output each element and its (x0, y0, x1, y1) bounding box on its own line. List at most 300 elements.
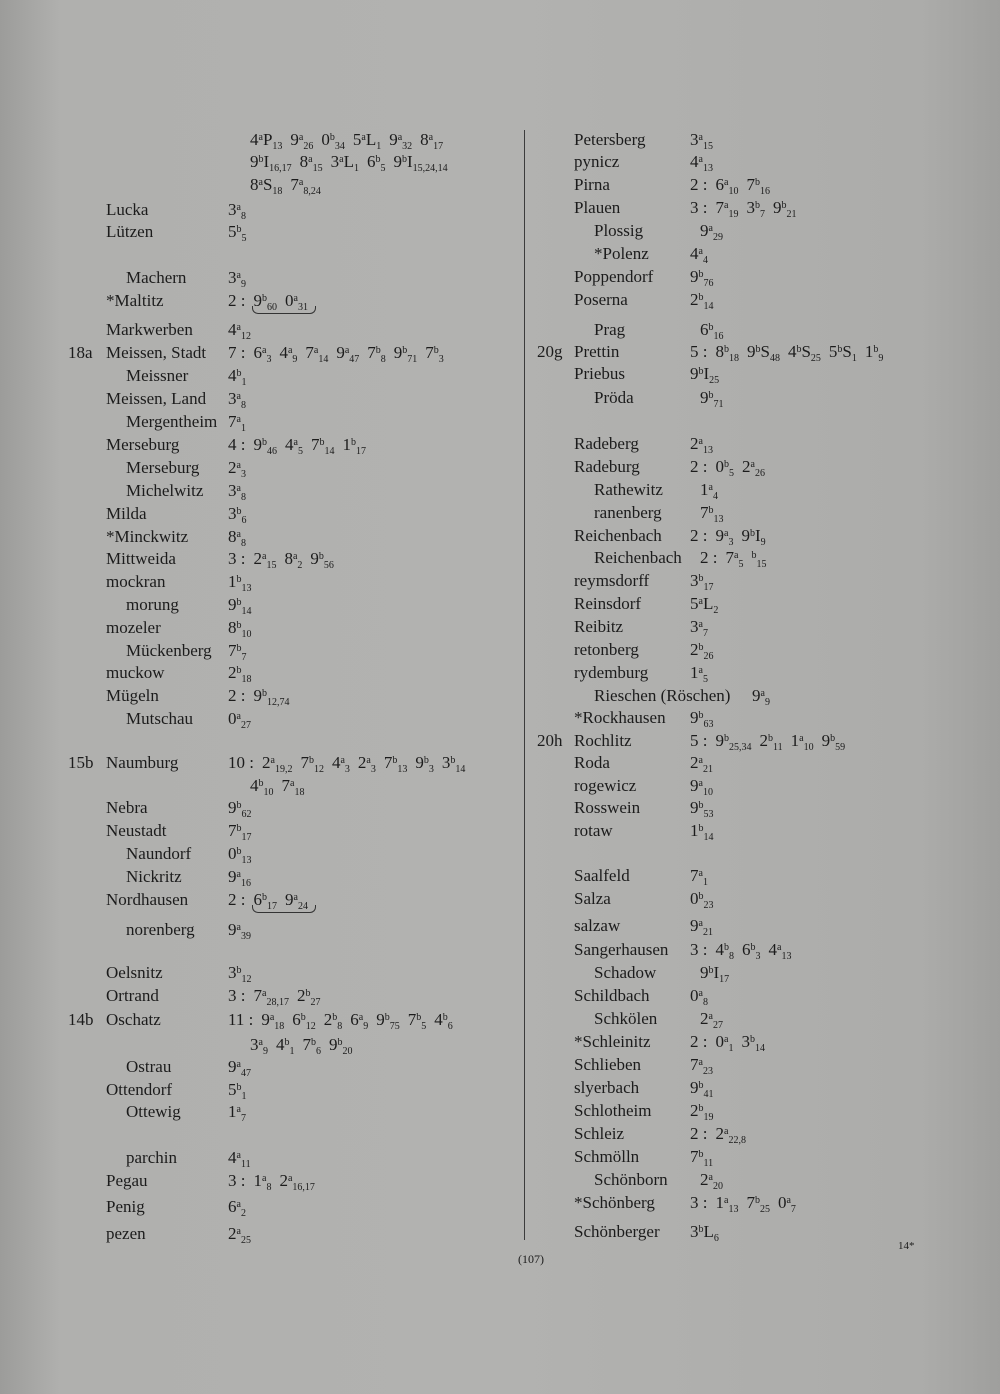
entry-codes (690, 175, 778, 195)
entry-codes (228, 709, 259, 729)
entry-place-name: Pegau (106, 1171, 148, 1190)
entry-place-name: Schlotheim (574, 1101, 652, 1120)
entry-code: $9^b_{14}$ (228, 595, 252, 617)
entry-codes (228, 412, 254, 432)
entry-code: $7^b_{11}$ (690, 1147, 714, 1169)
entry-code: $3^a_8$ (228, 200, 246, 222)
entry-place-name: Petersberg (574, 130, 646, 149)
entry-codes (700, 480, 726, 500)
entry-place-name: retonberg (574, 640, 639, 659)
entry-place-name: norenberg (126, 920, 195, 939)
entry-codes (690, 986, 716, 1006)
entry-place-name: Poserna (574, 290, 628, 309)
column-divider (524, 130, 525, 1240)
entry-codes (690, 1147, 721, 1167)
entry-code: $3^b_{14}$ (741, 1032, 765, 1054)
entry-code: $2^a_3$ (228, 458, 246, 480)
entry-code: $6^b_3$ (741, 940, 761, 962)
entry-code: $9^a_{16}$ (228, 867, 251, 889)
entry-code: $9^b_{56}$ (310, 549, 334, 571)
entry-section-tag: 20g (537, 342, 563, 361)
entry-codes (228, 1197, 254, 1217)
entry-code: 3 : (228, 1171, 246, 1190)
entry-place-name: Schönborn (594, 1170, 668, 1189)
entry-code: $4^aP_{13}$ (250, 130, 283, 152)
entry-code: $7^b_3$ (425, 343, 444, 365)
entry-code: $8^b_{18}$ (715, 342, 739, 364)
entry-place-name: Michelwitz (126, 481, 204, 500)
entry-codes (700, 503, 732, 523)
entry-codes (690, 1124, 754, 1144)
entry-code: $7^b_{25}$ (746, 1193, 770, 1215)
entry-place-name: Nordhausen (106, 890, 189, 909)
entry-code: $0^b_5$ (715, 457, 734, 479)
entry-code: $4^a_{12}$ (228, 320, 251, 342)
brace-nordhausen (252, 905, 316, 913)
entry-code: $9^b_{53}$ (690, 798, 714, 820)
entry-codes (690, 244, 716, 264)
entry-code: $6^a_2$ (228, 1197, 246, 1219)
entry-code: $9^bI_{25}$ (690, 364, 720, 386)
entry-code: $7^a_1$ (690, 866, 708, 888)
entry-code: $2^a_{22,8}$ (715, 1124, 746, 1146)
entry-code: $9^a_{47}$ (228, 1057, 251, 1079)
entry-place-name: Plauen (574, 198, 621, 217)
entry-code: $3^a_{15}$ (690, 130, 713, 152)
entry-code: $4^b_{10}$ (250, 776, 274, 798)
entry-code: 3 : (228, 549, 246, 568)
entry-code: $0^a_{31}$ (284, 291, 308, 313)
entry-code: $2^b_{26}$ (690, 640, 714, 662)
entry-code: $7^b_8$ (367, 343, 386, 365)
entry-code: $8^a_{17}$ (420, 130, 444, 152)
entry-codes (690, 434, 721, 454)
entry-code: $4^bS_{25}$ (787, 342, 821, 364)
entry-code: 2 : (228, 686, 246, 705)
entry-code: $0^a_7$ (777, 1193, 796, 1215)
entry-code: $2^a_{19,2}$ (261, 753, 293, 775)
entry-codes (228, 389, 254, 409)
entry-place-name: muckow (106, 663, 165, 682)
entry-codes (690, 640, 722, 660)
entry-place-name: Ottewig (126, 1102, 181, 1121)
entry-code: $6^a_9$ (350, 1010, 369, 1032)
entry-code: $9^b_{75}$ (376, 1010, 400, 1032)
entry-place-name: Ostrau (126, 1057, 172, 1076)
entry-code: $2^a_{21}$ (690, 753, 713, 775)
entry-codes (228, 268, 254, 288)
entry-code: $9^a_{47}$ (336, 343, 360, 365)
entry-code: $0^a_8$ (690, 986, 708, 1008)
entry-code: $9^b_{25,34}$ (715, 731, 752, 753)
entry-codes (690, 889, 722, 909)
entry-code: $7^a_{23}$ (690, 1055, 713, 1077)
entry-code: 3 : (690, 1193, 708, 1212)
entry-codes (690, 267, 722, 287)
entry-codes (228, 1148, 259, 1168)
entry-code: 11 : (228, 1010, 254, 1029)
entry-codes (228, 986, 328, 1006)
entry-codes (228, 641, 255, 661)
entry-codes (228, 1171, 323, 1191)
entry-place-name: Plossig (594, 221, 644, 240)
entry-code: $2^b_{19}$ (690, 1101, 714, 1123)
entry-code: $3^aL_1$ (330, 152, 359, 174)
entry-code: $7^b_{12}$ (300, 753, 324, 775)
entry-place-name: salzaw (574, 916, 621, 935)
entry-codes (690, 753, 721, 773)
entry-codes (690, 1032, 773, 1052)
entry-place-name: Saalfeld (574, 866, 630, 885)
entry-code: $1^b_{13}$ (228, 572, 252, 594)
entry-code: $9^a_{18}$ (261, 1010, 285, 1032)
entry-codes (228, 572, 260, 592)
entry-codes (690, 617, 716, 637)
entry-place-name: Reinsdorf (574, 594, 642, 613)
entry-codes (700, 388, 732, 408)
entry-codes (228, 481, 254, 501)
entry-place-name: Rosswein (574, 798, 641, 817)
entry-code: $1^a_7$ (228, 1102, 246, 1124)
entry-code: $6^b_5$ (366, 152, 386, 174)
entry-code: $9^b_{46}$ (253, 435, 277, 457)
entry-place-name: Mügeln (106, 686, 159, 705)
entry-code: $6^b_{16}$ (700, 320, 724, 342)
entry-section-tag: 15b (68, 753, 94, 772)
entry-place-name: *Rockhausen (574, 708, 666, 727)
entry-code: $1^a_8$ (253, 1171, 272, 1193)
entry-codes (700, 1170, 731, 1190)
entry-section-tag: 18a (68, 343, 93, 362)
entry-code: $9^a_{32}$ (389, 130, 413, 152)
brace-maltitz (252, 306, 316, 314)
entry-place-name: Meissen, Stadt (106, 343, 207, 362)
entry-code: $3^b_6$ (228, 504, 247, 526)
entry-place-name: Schlieben (574, 1055, 642, 1074)
entry-place-name: *Maltitz (106, 291, 164, 310)
entry-codes (228, 595, 260, 615)
entry-codes (690, 152, 721, 172)
entry-code: $7^b_{13}$ (700, 503, 724, 525)
entry-code: $7^a_{8,24}$ (290, 175, 321, 197)
entry-codes (690, 866, 716, 886)
entry-code: $2^a_{25}$ (228, 1224, 251, 1246)
entry-code: $5^b_5$ (228, 222, 247, 244)
entry-code: $6^a_3$ (253, 343, 272, 365)
entry-section-tag: 20h (537, 731, 563, 750)
entry-code: $9^b_{60}$ (253, 291, 277, 313)
entry-code: $3^bL_6$ (690, 1222, 719, 1244)
entry-code: $9^b_{62}$ (228, 798, 252, 820)
entry-place-name: Milda (106, 504, 147, 523)
entry-code: $0^b_{23}$ (690, 889, 714, 911)
entry-place-name: Pirna (574, 175, 610, 194)
entry-code: $4^a_3$ (331, 753, 350, 775)
entry-place-name: Schleiz (574, 1124, 625, 1143)
entry-code: $8^a_8$ (228, 527, 246, 549)
entry-code: $7^b_6$ (302, 1035, 321, 1057)
entry-place-name: Schildbach (574, 986, 650, 1005)
entry-place-name: Lützen (106, 222, 154, 241)
entry-codes (700, 221, 731, 241)
entry-code: 4 : (228, 435, 246, 454)
entry-codes (690, 457, 773, 477)
entry-code: $7^a_{18}$ (281, 776, 305, 798)
entry-section-tag: 14b (68, 1010, 94, 1029)
entry-codes (228, 343, 452, 363)
entry-code: $9^a_{39}$ (228, 920, 251, 942)
entry-code: 3 : (690, 940, 708, 959)
entry-code: $9^b_{12,74}$ (253, 686, 290, 708)
entry-code: $3^a_9$ (228, 268, 246, 290)
entry-code: $8^aS_{18}$ (250, 175, 283, 197)
entry-codes (690, 663, 716, 683)
entry-code: $3^b_{17}$ (690, 571, 714, 593)
entry-codes (228, 963, 260, 983)
entry-place-name: Reichenbach (594, 548, 682, 567)
entry-place-name: rydemburg (574, 663, 649, 682)
entry-code: $2^a_3$ (357, 753, 376, 775)
entry-code: $1^a_{13}$ (715, 1193, 739, 1215)
entry-place-name: Schadow (594, 963, 657, 982)
entry-place-name: Meissner (126, 366, 189, 385)
entry-code: $2^a_{13}$ (690, 434, 713, 456)
entry-code: $9^b_3$ (415, 753, 434, 775)
entry-place-name: Mutschau (126, 709, 194, 728)
entry-place-name: morung (126, 595, 179, 614)
entry-code: $9^b_{41}$ (690, 1078, 714, 1100)
entry-code: $9^a_{24}$ (284, 890, 308, 912)
entry-code: $3^b_7$ (746, 198, 765, 220)
entry-code: $9^b_{20}$ (328, 1035, 353, 1057)
entry-place-name: Naundorf (126, 844, 192, 863)
entry-place-name: Mittweida (106, 549, 176, 568)
entry-codes (700, 1009, 731, 1029)
entry-codes (690, 1101, 722, 1121)
entry-code: $1^a_4$ (700, 480, 718, 502)
entry-code: $2^b_8$ (323, 1010, 343, 1032)
entry-code: $9^bI_{16,17}$ (250, 152, 292, 174)
entry-place-name: Markwerben (106, 320, 193, 339)
entry-place-name: Oelsnitz (106, 963, 163, 982)
entry-code: $2^a_{16,17}$ (279, 1171, 315, 1193)
entry-codes (228, 753, 473, 773)
entry-place-name: Salza (574, 889, 611, 908)
entry-codes (228, 920, 259, 940)
entry-place-name: Rathewitz (594, 480, 663, 499)
entry-place-name: mockran (106, 572, 166, 591)
entry-place-name: Priebus (574, 364, 625, 383)
entry-code: 2 : (228, 890, 246, 909)
entry-code: 2 : (690, 1124, 708, 1143)
entry-codes (700, 963, 737, 983)
signature-mark: 14* (898, 1240, 915, 1252)
entry-code: $5^b_1$ (228, 1080, 247, 1102)
entry-place-name: *Schleinitz (574, 1032, 651, 1051)
entry-code: $4^a_{13}$ (690, 152, 713, 174)
entry-code: $4^a_9$ (279, 343, 298, 365)
entry-place-name: Merseburg (126, 458, 200, 477)
entry-code: $4^a_{11}$ (228, 1148, 251, 1170)
entry-code: $9^a_3$ (715, 526, 734, 548)
entry-code: $1^a_5$ (690, 663, 708, 685)
entry-code: $9^bI_9$ (741, 526, 766, 548)
entry-code: $0^a_1$ (715, 1032, 734, 1054)
entry-code: 2 : (700, 548, 718, 567)
entry-code: $9^a_{26}$ (290, 130, 314, 152)
entry-codes (228, 504, 255, 524)
entry-code: $7^b_5$ (407, 1010, 427, 1032)
entry-place-name: Radeberg (574, 434, 639, 453)
entry-code: $9^b_{76}$ (690, 267, 714, 289)
entry-code: $0^b_{13}$ (228, 844, 252, 866)
entry-place-name: pynicz (574, 152, 620, 171)
entry-codes (752, 686, 778, 706)
entry-code: $9^a_{29}$ (700, 221, 723, 243)
entry-code: $2^b_{14}$ (690, 290, 714, 312)
entry-code: $2^a_{27}$ (700, 1009, 723, 1031)
entry-codes (250, 175, 329, 195)
entry-code: $4^b_6$ (434, 1010, 453, 1032)
entry-code: $7^a_5$ (725, 548, 744, 570)
entry-codes (228, 821, 260, 841)
entry-code: $2^b_{27}$ (296, 986, 321, 1008)
entry-code: $9^bI_{17}$ (700, 963, 730, 985)
entry-code: $4^b_1$ (275, 1035, 295, 1057)
entry-place-name: Radeburg (574, 457, 640, 476)
entry-code: $8^a_2$ (284, 549, 303, 571)
entry-codes (690, 916, 721, 936)
entry-place-name: Schmölln (574, 1147, 640, 1166)
entry-codes (228, 435, 374, 455)
entry-codes (250, 776, 312, 796)
entry-code: $4^a_4$ (690, 244, 708, 266)
entry-place-name: Poppendorf (574, 267, 654, 286)
entry-place-name: Rieschen (Röschen) (594, 686, 731, 705)
entry-codes (228, 549, 342, 569)
entry-place-name: Prettin (574, 342, 620, 361)
entry-codes (228, 686, 297, 706)
entry-code: $3^b_{14}$ (441, 753, 466, 775)
entry-code: 3 : (690, 198, 708, 217)
entry-place-name: Mergentheim (126, 412, 218, 431)
entry-code: $6^b_{17}$ (253, 890, 277, 912)
entry-codes (228, 1010, 461, 1030)
entry-codes (690, 594, 726, 614)
entry-code: $7^b_{13}$ (383, 753, 408, 775)
entry-place-name: Neustadt (106, 821, 167, 840)
entry-place-name: Merseburg (106, 435, 180, 454)
entry-codes (690, 708, 722, 728)
entry-place-name: rogewicz (574, 776, 637, 795)
entry-code: $6^b_{12}$ (292, 1010, 316, 1032)
entry-codes (690, 571, 722, 591)
entry-code: $5^aL_1$ (352, 130, 382, 152)
entry-codes (690, 1222, 727, 1242)
entry-code: $7^a_1$ (228, 412, 246, 434)
entry-place-name: Oschatz (106, 1010, 161, 1029)
entry-code: $1^b_{17}$ (342, 435, 366, 457)
entry-codes (690, 731, 853, 751)
entry-codes (700, 548, 774, 568)
entry-code: $0^a_{27}$ (228, 709, 251, 731)
entry-code: $4^a_{13}$ (768, 940, 792, 962)
entry-code: $7^b_{14}$ (310, 435, 335, 457)
entry-place-name: Nebra (106, 798, 148, 817)
entry-code: $5^aL_2$ (690, 594, 719, 616)
entry-place-name: Machern (126, 268, 187, 287)
entry-code: $0^b_{34}$ (321, 130, 345, 152)
entry-codes (250, 1035, 360, 1055)
entry-place-name: Ortrand (106, 986, 159, 1005)
entry-code: 2 : (690, 1032, 708, 1051)
entry-place-name: Naumburg (106, 753, 179, 772)
entry-code: $7^b_{16}$ (746, 175, 770, 197)
entry-code: $9^b_{71}$ (393, 343, 418, 365)
entry-place-name: ranenberg (594, 503, 662, 522)
entry-code: $9^bI_{15,24,14}$ (393, 152, 448, 174)
entry-code: $9^b_{71}$ (700, 388, 724, 410)
entry-code: $7^b_7$ (228, 641, 247, 663)
entry-code: $4^b_8$ (715, 940, 734, 962)
entry-place-name: Ottendorf (106, 1080, 173, 1099)
entry-code: $9^a_{21}$ (690, 916, 713, 938)
entry-code: $3^a_7$ (690, 617, 708, 639)
entry-code: $4^a_5$ (284, 435, 303, 457)
entry-codes (228, 320, 259, 340)
entry-place-name: Meissen, Land (106, 389, 207, 408)
entry-code: $6^a_{10}$ (715, 175, 739, 197)
entry-code: $1^a_{10}$ (790, 731, 814, 753)
entry-codes (228, 867, 259, 887)
entry-place-name: Roda (574, 753, 610, 772)
entry-place-name: rotaw (574, 821, 613, 840)
entry-code: $4^b_1$ (228, 366, 247, 388)
entry-codes (690, 364, 727, 384)
entry-place-name: Reichenbach (574, 526, 662, 545)
entry-place-name: Schkölen (594, 1009, 658, 1028)
entry-codes (690, 130, 721, 150)
entry-code: $3^a_8$ (228, 481, 246, 503)
entry-code: $7^b_{17}$ (228, 821, 252, 843)
entry-place-name: *Schönberg (574, 1193, 655, 1212)
entry-codes (228, 1080, 255, 1100)
entry-codes (700, 320, 732, 340)
entry-codes (228, 458, 254, 478)
entry-code: $8^a_{15}$ (299, 152, 323, 174)
entry-code: $9^b_{63}$ (690, 708, 714, 730)
entry-codes (228, 1102, 254, 1122)
entry-code: 2 : (690, 526, 708, 545)
entry-code: $8^b_{10}$ (228, 618, 252, 640)
entry-place-name: Rochlitz (574, 731, 632, 750)
entry-code: $7^a_{14}$ (305, 343, 329, 365)
entry-codes (690, 1078, 722, 1098)
entry-code: $3^a_8$ (228, 389, 246, 411)
entry-codes (250, 130, 451, 150)
entry-codes (228, 222, 255, 242)
entry-code: 2 : (690, 457, 708, 476)
entry-codes (690, 940, 799, 960)
entry-code: $3^b_{12}$ (228, 963, 252, 985)
entry-code: 2 : (228, 291, 246, 310)
entry-code: $^b_{15}$ (751, 550, 767, 570)
entry-code: $9^bS_{48}$ (746, 342, 780, 364)
entry-codes (228, 1057, 259, 1077)
entry-codes (228, 618, 260, 638)
entry-codes (690, 198, 804, 218)
entry-place-name: slyerbach (574, 1078, 640, 1097)
